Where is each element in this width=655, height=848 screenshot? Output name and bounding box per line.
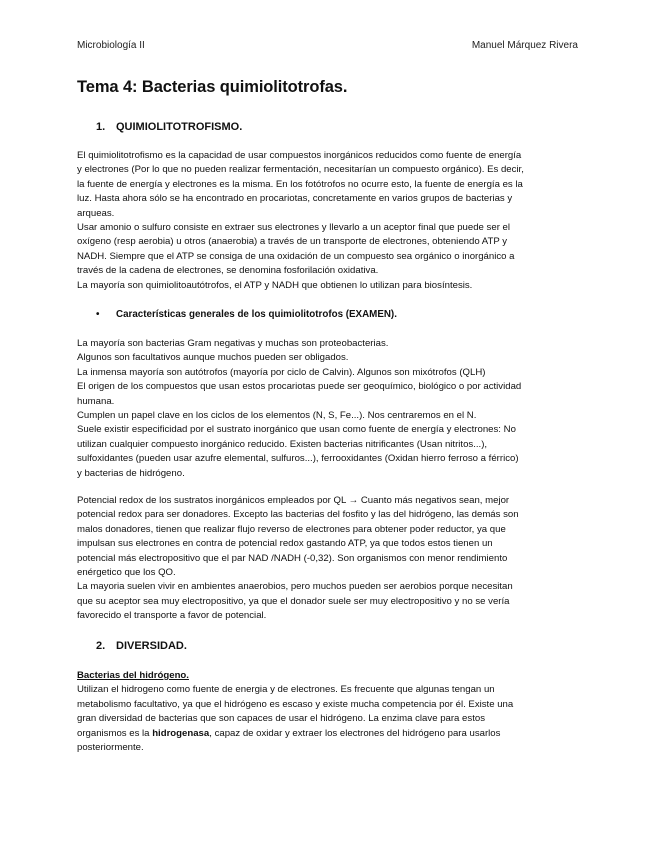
section-1-heading	[96, 121, 242, 133]
text-line: La inmensa mayoría son autótrofos (mayoría por ciclo de Calvin). Algunos son mixótrofos (QLH)	[77, 366, 486, 378]
section-1-number: 1.	[96, 121, 106, 133]
text-line: impulsan sus electrones en contra de potencial redox gastando ATP, ya que todos estos tienen un	[77, 538, 493, 550]
text-line: oxígeno (resp aerobia) u otros (anaerobia) a través de un transporte de electrones, obteniendo ATP y	[77, 236, 508, 248]
text-line: NADH. Siempre que el ATP se consiga de una oxidación de un compuesto sea orgánico o inorgánico a	[77, 250, 515, 262]
text-line: metabolismo facultativo, ya que el hidrógeno es escaso y existe mucha competencia por él. Existe una	[77, 698, 514, 710]
text-line: sulfoxidantes (pueden usar azufre elemental, sulfuros...), ferrooxidantes (Oxidan hierro ferroso a férrico)	[77, 453, 519, 465]
text-line: y bacterias de hidrógeno.	[77, 467, 185, 479]
text-line: potencial más electropositivo que el par NAD /NADH (-0,32). Son organismos con menor rendimiento	[77, 552, 508, 564]
text-line: La mayoría son bacterias Gram negativas y muchas son proteobacterias.	[77, 338, 389, 349]
text-line: arqueas.	[77, 207, 115, 219]
text-line: Cumplen un papel clave en los ciclos de los elementos (N, S, Fe...). Nos centraremos en el N.	[77, 410, 477, 422]
text-span: , capaz de oxidar y extraer los electrones del hidrógeno para usarlos	[209, 727, 501, 739]
section-1-paragraph-1	[77, 149, 582, 293]
section-2-heading	[96, 640, 187, 652]
text-span: organismos es la	[77, 727, 153, 739]
text-line: potencial redox para ser donadores. Excepto las bacterias del fosfito y las del hidrógeno, las demás son	[77, 509, 519, 521]
page-header-left: Microbiología II	[77, 40, 145, 51]
subheading-hydrogen-bacteria: Bacterias del hidrógeno.	[77, 670, 189, 681]
section-2-title: DIVERSIDAD.	[116, 640, 187, 652]
text-line: enérgetico que los QO.	[77, 567, 176, 579]
section-2-paragraph	[77, 669, 582, 755]
bullet-text: Características generales de los quimiolitotrofos (EXAMEN).	[116, 309, 397, 320]
text-line: posteriormente.	[77, 742, 144, 754]
text-line: que su aceptor sea muy electropositivo, ya que el donador suele ser muy electropositivo y no se vería	[77, 595, 510, 607]
text-line: humana.	[77, 395, 115, 407]
text-line	[77, 727, 582, 741]
text-line: utilizan cualquier compuesto inorgánico reducido. Existen bacterias nitrificantes (Usan nitritos...),	[77, 438, 488, 450]
text-line: través de la cadena de electrones, se denomina fosforilación oxidativa.	[77, 265, 379, 277]
text-line: El quimiolitotrofismo es la capacidad de usar compuestos inorgánicos reducidos como fuente de energía	[77, 150, 522, 161]
text-line: Usar amonio o sulfuro consiste en extraer sus electrones y llevarlo a un aceptor final que puede ser el	[77, 222, 511, 234]
section-1-title: QUIMIOLITOTROFISMO.	[116, 121, 243, 133]
text-line: Algunos son facultativos aunque muchos pueden ser obligados.	[77, 352, 349, 364]
bold-term-hidrogenasa: hidrogenasa	[152, 727, 210, 739]
text-line: favorecido el transporte a favor de potencial.	[77, 610, 267, 622]
text-line: Utilizan el hidrogeno como fuente de energia y de electrones. Es frecuente que algunas tengan un	[77, 684, 495, 696]
bullet-item-characteristics	[96, 309, 397, 320]
bullet-icon: •	[96, 309, 100, 320]
text-line: malos donadores, tienen que realizar flujo reverso de electrones para obtener poder reductor, ya que	[77, 523, 506, 535]
text-line: y electrones (Por lo que no pueden realizar fermentación, necesitarían un compuesto orgánico). Es decir,	[77, 164, 524, 176]
text-line: la fuente de energía y electrones es la misma. En los fotótrofos no ocurre esto, la fuente de energía es la	[77, 178, 523, 190]
section-2-number: 2.	[96, 640, 106, 652]
text-line: Potencial redox de los sustratos inorgánicos empleados por QL → Cuanto más negativos sean, mejor	[77, 495, 510, 506]
text-line: Suele existir especificidad por el sustrato inorgánico que usan como fuente de energía y electrones: No	[77, 424, 516, 436]
text-line: luz. Hasta ahora sólo se ha encontrado en procariotas, concretamente en varios grupos de bacterias y	[77, 193, 513, 205]
text-line: La mayoria suelen vivir en ambientes anaerobios, pero muchos pueden ser aerobios porque necesitan	[77, 581, 513, 593]
section-1-paragraph-3	[77, 494, 582, 624]
text-line: El origen de los compuestos que usan estos procariotas puede ser geoquímico, biológico o por actividad	[77, 381, 522, 393]
text-line: gran diversidad de bacterias que son capaces de usar el hidrógeno. La enzima clave para estos	[77, 713, 485, 725]
page-header-right: Manuel Márquez Rivera	[471, 40, 578, 51]
text-line: La mayoría son quimiolitoautótrofos, el ATP y NADH que obtienen lo utilizan para biosíntesis.	[77, 279, 473, 291]
document-title: Tema 4: Bacterias quimiolitotrofas.	[77, 78, 348, 96]
section-1-paragraph-2	[77, 337, 582, 481]
